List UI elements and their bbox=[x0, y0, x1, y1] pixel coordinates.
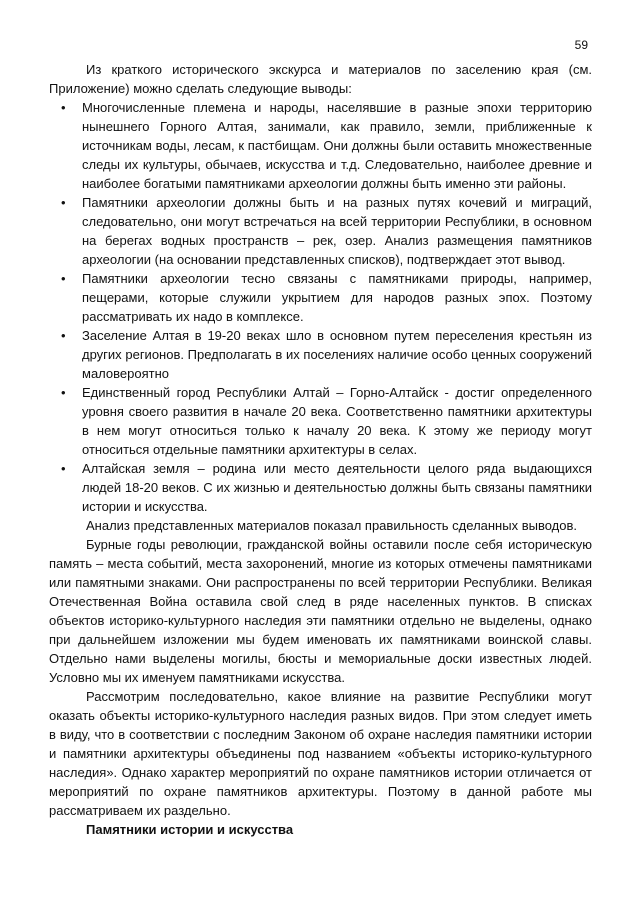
section-heading: Памятники истории и искусства bbox=[86, 822, 294, 837]
document-body bbox=[49, 60, 592, 839]
consider-paragraph: Рассмотрим последовательно, какое влияние на развитие Республики могут оказать объекты историко-культурного наследия разных видов. При этом следует иметь в виду, что в соответствии с последним Законом об охране наследия памятники истории и памятники архитектуры объединены под названием «объекты историко-культурного наследия». Однако характер мероприятий по охране памятников истории отличается от мероприятий по охране памятников архитектуры. Поэтому в данной работе мы рассматриваем их раздельно. bbox=[49, 689, 592, 818]
list-item-text: Памятники археологии должны быть и на разных путях кочевий и миграций, следовательно, они могут встречаться на всей территории Республики, в основном на берегах водных пространств – рек, озер. Анализ размещения памятников археологии (на основании представленных списков), подтверждает этот вывод. bbox=[82, 195, 592, 267]
bullet-icon: • bbox=[61, 328, 66, 343]
bullet-icon: • bbox=[61, 461, 66, 476]
intro-paragraph: Из краткого исторического экскурса и материалов по заселению края (см. Приложение) можно сделать следующие выводы: bbox=[49, 62, 592, 96]
list-item-text: Многочисленные племена и народы, населявшие в разные эпохи территорию нынешнего Горного Алтая, занимали, как правило, земли, приближенные к источникам воды, лесам, к пастбищам. Они должны были оставить множественные следы их культуры, обычаев, искусства и т.д. Следовательно, наиболее древние и наиболее богатыми памятниками археологии должны быть именно эти районы. bbox=[82, 100, 592, 191]
list-item-text: Единственный город Республики Алтай – Горно-Алтайск - достиг определенного уровня своего развития в начале 20 века. Соответственно памятники архитектуры в нем могут относиться только к началу 20 века. К этому же периоду могут относиться отдельные памятники архитектуры в селах. bbox=[82, 385, 592, 457]
bullet-icon: • bbox=[61, 195, 66, 210]
list-item bbox=[49, 459, 592, 516]
page-number: 59 bbox=[574, 38, 588, 52]
list-item bbox=[49, 383, 592, 459]
list-item bbox=[49, 98, 592, 193]
war-memory-paragraph: Бурные годы революции, гражданской войны оставили после себя историческую память – места событий, места захоронений, многие из которых отмечены памятниками или памятными знаками. Они распространены по всей территории Республики. Великая Отечественная Война оставила свой след в ряде населенных пунктов. В списках объектов историко-культурного наследия эти памятники отдельно не выделены, однако при дальнейшем изложении мы будем именовать их памятниками воинской славы. Отдельно нами выделены могилы, бюсты и мемориальные доски известных людей. Условно мы их именуем памятниками искусства. bbox=[49, 537, 592, 685]
list-item bbox=[49, 193, 592, 269]
bullet-icon: • bbox=[61, 385, 66, 400]
list-item-text: Алтайская земля – родина или место деятельности целого ряда выдающихся людей 18-20 веков. С их жизнью и деятельностью должны быть связаны памятники истории и искусства. bbox=[82, 461, 592, 514]
list-item-text: Заселение Алтая в 19-20 веках шло в основном путем переселения крестьян из других регионов. Предполагать в их поселениях наличие особо ценных сооружений маловероятно bbox=[82, 328, 592, 381]
conclusions-list bbox=[49, 98, 592, 516]
bullet-icon: • bbox=[61, 100, 66, 115]
analysis-paragraph: Анализ представленных материалов показал правильность сделанных выводов. bbox=[86, 518, 577, 533]
list-item-text: Памятники археологии тесно связаны с памятниками природы, например, пещерами, которые служили укрытием для народов разных эпох. Поэтому рассматривать их надо в комплексе. bbox=[82, 271, 592, 324]
list-item bbox=[49, 326, 592, 383]
bullet-icon: • bbox=[61, 271, 66, 286]
list-item bbox=[49, 269, 592, 326]
